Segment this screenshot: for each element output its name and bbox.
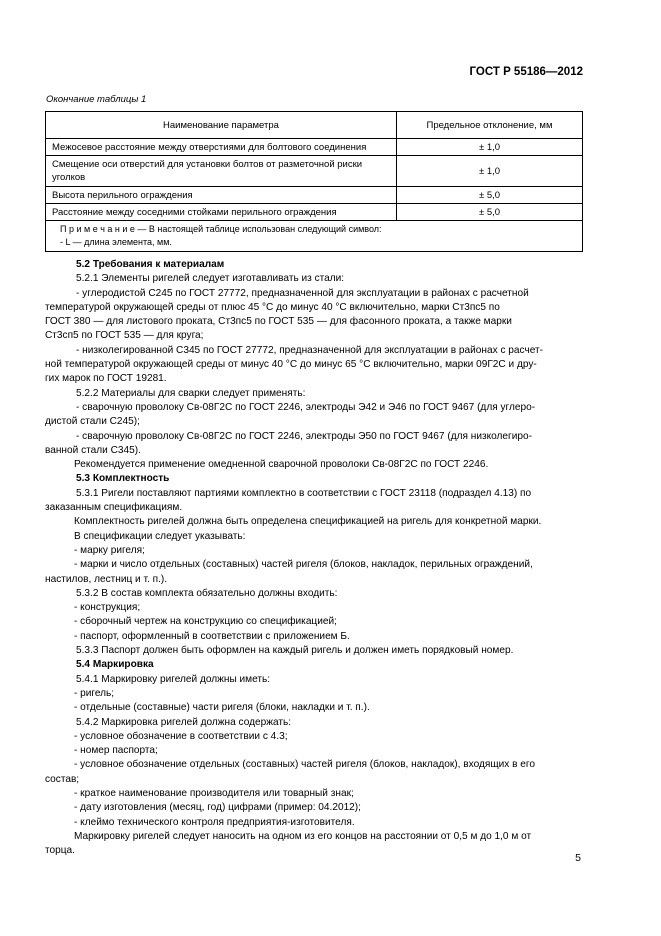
list-item: - паспорт, оформленный в соответствии с приложением Б. [74, 630, 350, 642]
document-header: ГОСТ Р 55186—2012 [469, 66, 583, 78]
list-item: - краткое наименование производителя или товарный знак; [74, 787, 354, 799]
column-header-tolerance: Предельное отклонение, мм [397, 112, 583, 139]
table-note-row [46, 221, 583, 252]
table-note [46, 221, 583, 252]
list-item: - условное обозначение отдельных (составных) частей ригеля (блоков, накладок), входящих в его [74, 759, 535, 771]
paragraph-line: настилов, лестниц и т. п.). [45, 573, 168, 585]
list-item: - сварочную проволоку Св-08Г2С по ГОСТ 2246, электроды Э42 и Э46 по ГОСТ 9467 (для углеро- [76, 401, 536, 413]
paragraph-line: температурой окружающей среды от плюс 45 °С до минус 40 °С включительно, марки Ст3пс5 по [45, 301, 500, 313]
list-item: - сварочную проволоку Св-08Г2С по ГОСТ 2246, электроды Э50 по ГОСТ 9467 (для низколегиро- [76, 430, 532, 442]
tolerance-cell: ± 1,0 [397, 156, 583, 187]
list-item: - условное обозначение в соответствии с 4.3; [74, 730, 288, 742]
paragraph: 5.2.2 Материалы для сварки следует применять: [76, 387, 306, 399]
paragraph: 5.4.1 Маркировку ригелей должны иметь: [76, 673, 271, 685]
list-item: - дату изготовления (месяц, год) цифрами (пример: 04.2012); [74, 802, 361, 814]
table-caption: Окончание таблицы 1 [46, 94, 147, 105]
paragraph-line: дистой стали С245); [45, 416, 140, 428]
section-heading: 5.4 Маркировка [76, 659, 154, 671]
paragraph-line: торца. [45, 845, 75, 857]
section-heading: 5.3 Комплектность [76, 473, 170, 485]
paragraph: 5.2.1 Элементы ригелей следует изготавливать из стали: [76, 273, 345, 285]
table-header-row [46, 112, 583, 139]
parameter-cell: Высота перильного ограждения [46, 187, 397, 204]
note-line: П р и м е ч а н и е — В настоящей таблице использован следующий символ: [60, 224, 382, 234]
paragraph-line: ной температурой окружающей среды от минус 40 °С до минус 65 °С включительно, марки 09Г2С и дру- [45, 359, 537, 371]
paragraph-line: ГОСТ 380 — для листового проката, Ст3пс5 по ГОСТ 535 — для фасонного проката, а также марки [45, 316, 512, 328]
paragraph-line: Ст3сп5 по ГОСТ 535 — для круга; [45, 330, 204, 342]
parameter-cell: Смещение оси отверстий для установки болтов от разметочной риски уголков [46, 156, 397, 187]
table-row [46, 139, 583, 156]
note-line: - L — длина элемента, мм. [60, 237, 172, 247]
paragraph: В спецификации следует указывать: [74, 530, 246, 542]
paragraph-line: гих марок по ГОСТ 19281. [45, 373, 167, 385]
paragraph-line: заказанным спецификациям. [45, 502, 183, 514]
document-body [45, 258, 584, 858]
table-row [46, 156, 583, 187]
table-row [46, 204, 583, 221]
paragraph: Комплектность ригелей должна быть определена спецификацией на ригель для конкретной марки. [74, 516, 542, 528]
paragraph: 5.3.1 Ригели поставляют партиями комплектно в соответствии с ГОСТ 23118 (подраздел 4.13) по [76, 487, 532, 499]
list-item: - ригель; [74, 687, 115, 699]
tolerance-cell: ± 5,0 [397, 187, 583, 204]
paragraph: 5.4.2 Маркировка ригелей должна содержать: [76, 716, 292, 728]
parameter-cell: Расстояние между соседними стойками перильного ограждения [46, 204, 397, 221]
section-heading: 5.2 Требования к материалам [76, 259, 225, 270]
tolerance-table [45, 111, 583, 252]
list-item: - конструкция; [74, 602, 141, 614]
tolerance-cell: ± 5,0 [397, 204, 583, 221]
parameter-cell: Межосевое расстояние между отверстиями для болтового соединения [46, 139, 397, 156]
paragraph: 5.3.3 Паспорт должен быть оформлен на каждый ригель и должен иметь порядковый номер. [76, 645, 514, 657]
list-item: - сборочный чертеж на конструкцию со спецификацией; [74, 616, 337, 628]
list-item: - низколегированной С345 по ГОСТ 27772, предназначенной для эксплуатации в районах с расчет- [76, 344, 543, 356]
list-item: - клеймо технического контроля предприятия-изготовителя. [74, 816, 355, 828]
paragraph: Рекомендуется применение омедненной сварочной проволоки Св-08Г2С по ГОСТ 2246. [74, 459, 489, 471]
table-row [46, 187, 583, 204]
list-item: - марки и число отдельных (составных) частей ригеля (блоков, накладок, перильных ограждений, [74, 559, 533, 571]
list-item: - номер паспорта; [74, 745, 158, 757]
list-item: - углеродистой С245 по ГОСТ 27772, предназначенной для эксплуатации в районах с расчетной [76, 287, 529, 299]
paragraph: Маркировку ригелей следует наносить на одном из его концов на расстоянии от 0,5 м до 1,0 м от [74, 830, 532, 842]
tolerance-cell: ± 1,0 [397, 139, 583, 156]
paragraph-line: состав; [45, 773, 80, 785]
column-header-parameter: Наименование параметра [46, 112, 397, 139]
list-item: - марку ригеля; [74, 544, 145, 556]
paragraph-line: ванной стали С345). [45, 444, 141, 456]
list-item: - отдельные (составные) части ригеля (блоки, накладки и т. п.). [74, 702, 370, 714]
paragraph: 5.3.2 В состав комплекта обязательно должны входить: [76, 587, 338, 599]
page-number: 5 [575, 852, 581, 864]
